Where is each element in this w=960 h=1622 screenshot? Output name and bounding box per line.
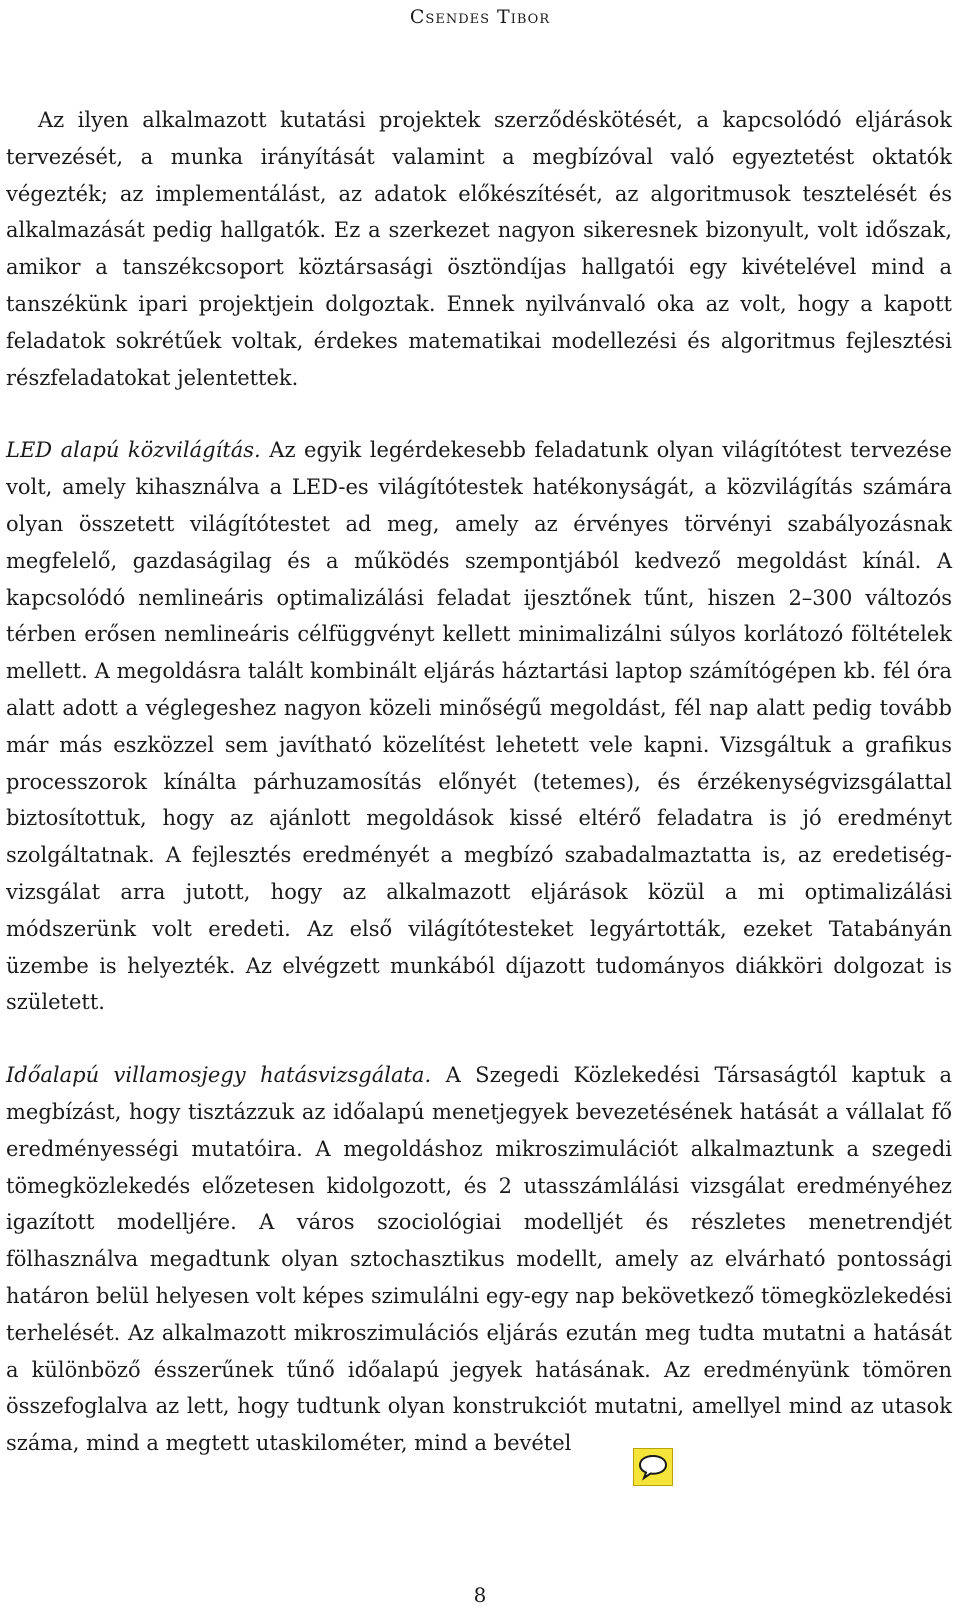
running-header-author: Csendes Tibor	[409, 6, 551, 28]
page-number: 8	[473, 1583, 487, 1607]
paragraph-tram-text: A Szegedi Közlekedési Társaságtól kaptuk a megbízást, hogy tisztázzuk az időalapú menetjegyek bevezetésének hatását a vállalat fő eredményességi mutatóira. A megoldáshoz mikroszimulációt alkalmaztunk a szegedi tömegközlekedés előzetesen kidolgozott, és 2 utasszámlálási vizsgálat eredményéhez igazított modelljére. A város szociológiai modelljét és részletes menetrendjét fölhasználva megadtunk olyan sztochasztikus modellt, amely az elvárható pontossági határon belül helyesen volt képes szimulálni egy-egy nap bekövetkező tömegközlekedési terhelését. Az alkalmazott mikroszimulációs eljárás ezután meg tudta mutatni a hatását a különböző ésszerűnek tűnő időalapú jegyek hatásának. Az eredményünk tömören összefoglalva az lett, hogy tudtunk olyan konstrukciót mutatni, amellyel mind az utasok száma, mind a megtett utaskilométer, mind a bevétel	[6, 1063, 952, 1456]
page-body	[6, 102, 952, 1462]
comment-annotation-icon[interactable]	[633, 1448, 673, 1486]
paragraph-tram-ticket	[6, 1057, 952, 1462]
speech-bubble-icon	[637, 1453, 669, 1481]
section-lead-tram: Időalapú villamosjegy hatásvizsgálata.	[6, 1063, 432, 1088]
paragraph-projects: Az ilyen alkalmazott kutatási projektek szerződéskötését, a kapcsolódó eljárások tervezését, a munka irányítását valamint a megbízóval való egyeztetést oktatók végezték; az implementálást, az adatok előkészítését, az algoritmusok tesztelését és alkalmazását pedig hallgatók. Ez a szerkezet nagyon sikeresnek bizonyult, volt időszak, amikor a tanszékcsoport köztársasági ösztöndíjas hallgatói egy kivételével mind a tanszékünk ipari projektjein dolgoztak. Ennek nyilvánvaló oka az volt, hogy a kapott feladatok sokrétűek voltak, érdekes matematikai modellezési és algoritmus fejlesztési részfeladatokat jelentettek.	[6, 108, 952, 390]
paragraph-led-lighting	[6, 432, 952, 1021]
section-lead-led: LED alapú közvilágítás.	[6, 438, 261, 463]
paragraph-led-text: Az egyik legérdekesebb feladatunk olyan világítótest tervezése volt, amely kihasználva a LED-es világítótestek hatékonyságát, a közvilágítás számára olyan összetett világítótestet ad meg, amely az érvényes törvényi szabályozásnak megfelelő, gazdaságilag és a működés szempontjából kedvező megoldást kínál. A kapcsolódó nemlineáris optimalizálási feladat ijesztőnek tűnt, hiszen 2–300 változós térben erősen nemlineáris célfüggvényt kellett minimalizálni súlyos korlátozó föltételek mellett. A megoldásra talált kombinált eljárás háztartási laptop számítógépen kb. fél óra alatt adott a véglegeshez nagyon közeli minőségű megoldást, fél nap alatt pedig tovább már más eszközzel sem javítható közelítést lehetett vele kapni. Vizsgáltuk a grafikus processzorok kínálta párhuzamosítás előnyét (tetemes), és érzékenységvizsgálattal biztosítottuk, hogy az ajánlott megoldások kissé eltérő feladatra is jó eredményt szolgáltatnak. A fejlesztés eredményét a megbízó szabadalmaztatta is, az eredetiség-vizsgálat arra jutott, hogy az alkalmazott eljárások közül a mi optimalizálási módszerünk volt eredeti. Az első világítótesteket legyártották, ezeket Tatabányán üzembe is helyezték. Az elvégzett munkából díjazott tudományos diákköri dolgozat is született.	[6, 438, 952, 1015]
paragraph-gap	[6, 1021, 952, 1057]
paragraph-gap	[6, 396, 952, 432]
